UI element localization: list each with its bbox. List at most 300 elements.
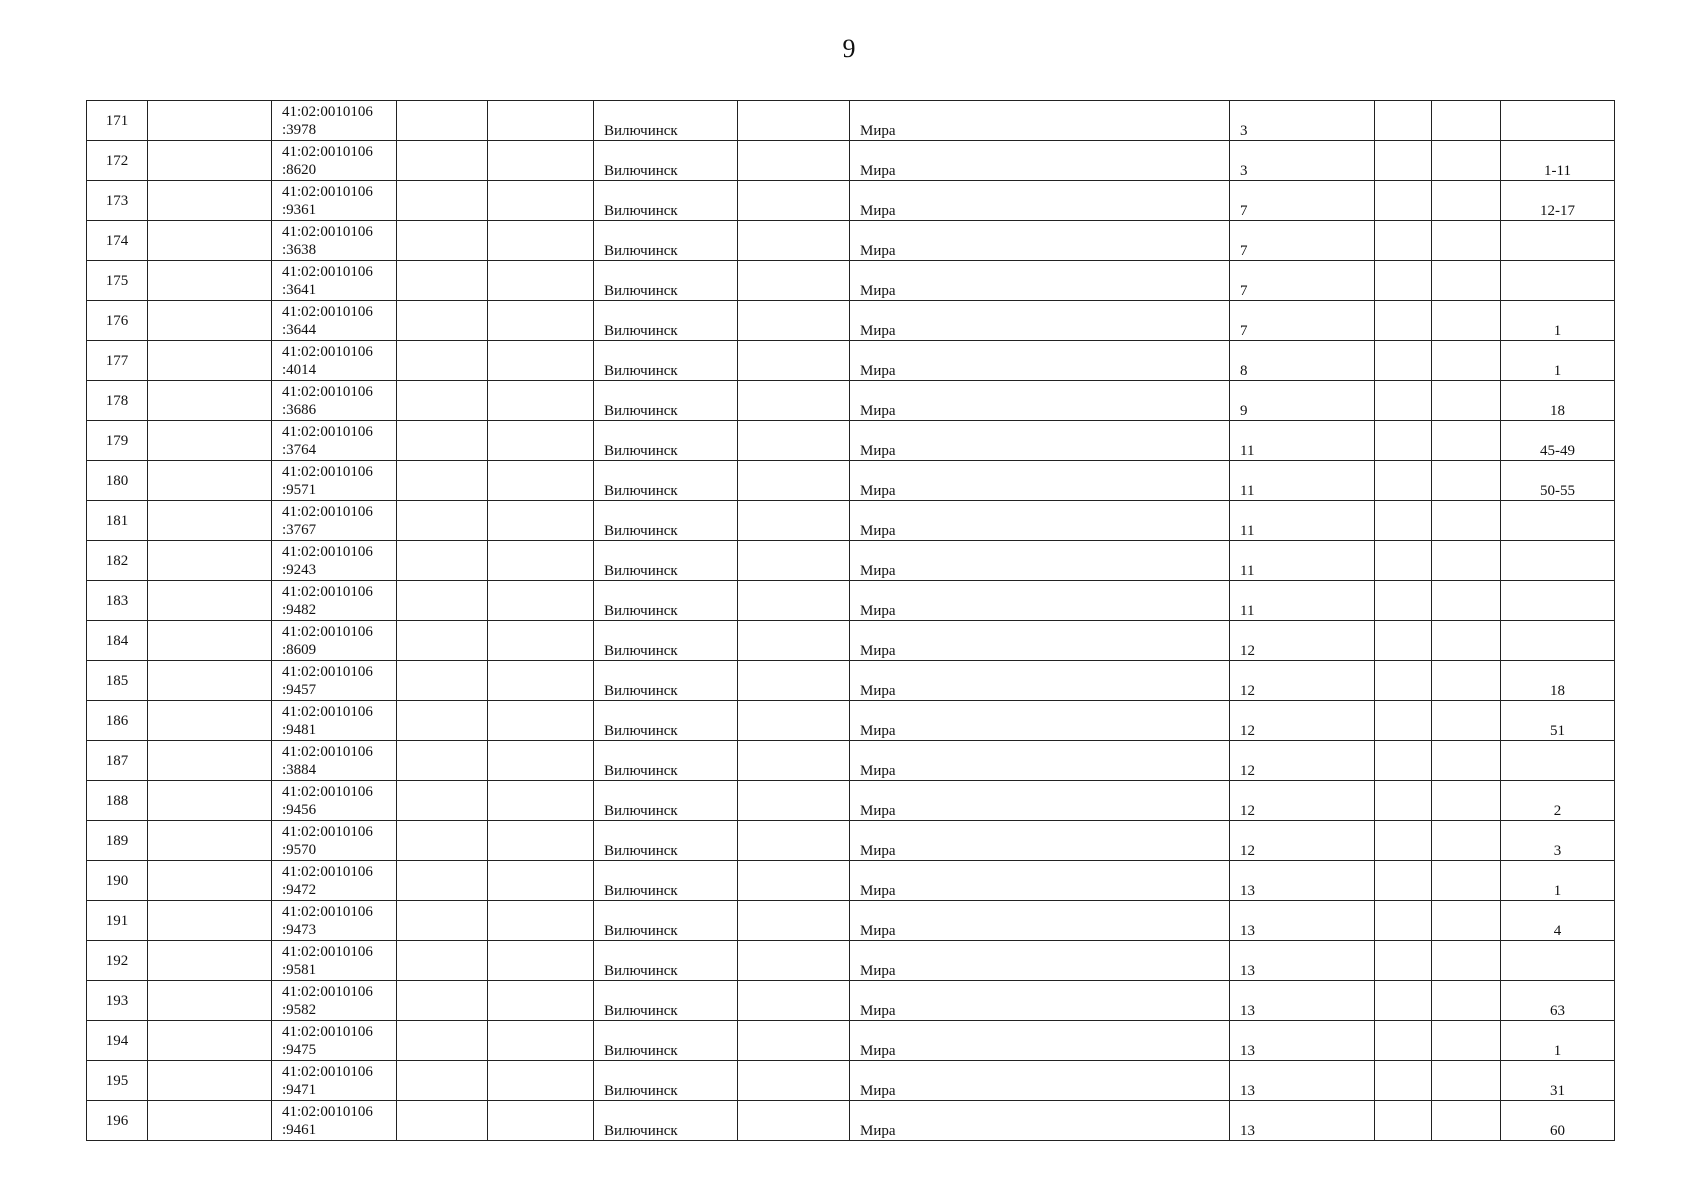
empty-cell bbox=[488, 421, 594, 461]
street-cell: Мира bbox=[850, 661, 1230, 701]
empty-cell bbox=[1375, 861, 1432, 901]
empty-cell bbox=[488, 301, 594, 341]
city-cell: Вилючинск bbox=[594, 221, 738, 261]
row-number-cell: 173 bbox=[87, 181, 148, 221]
cadastral-suffix: :9582 bbox=[282, 1002, 317, 1018]
row-number-cell: 177 bbox=[87, 341, 148, 381]
empty-cell bbox=[488, 781, 594, 821]
house-number-cell: 13 bbox=[1230, 981, 1375, 1021]
cadastral-number-cell bbox=[272, 741, 397, 781]
apartment-number-cell: 50-55 bbox=[1501, 461, 1615, 501]
empty-cell bbox=[738, 941, 850, 981]
empty-cell bbox=[1375, 901, 1432, 941]
cadastral-suffix: :8609 bbox=[282, 642, 317, 658]
empty-cell bbox=[488, 101, 594, 141]
cadastral-suffix: :9456 bbox=[282, 802, 317, 818]
row-number-cell: 184 bbox=[87, 621, 148, 661]
house-number-cell: 9 bbox=[1230, 381, 1375, 421]
cadastral-number-cell bbox=[272, 701, 397, 741]
street-cell: Мира bbox=[850, 981, 1230, 1021]
cadastral-suffix: :9571 bbox=[282, 482, 317, 498]
cadastral-prefix: 41:02:0010106 bbox=[282, 264, 373, 280]
house-number-cell: 11 bbox=[1230, 461, 1375, 501]
empty-cell bbox=[1375, 341, 1432, 381]
empty-cell bbox=[738, 901, 850, 941]
empty-cell bbox=[397, 621, 488, 661]
empty-cell bbox=[488, 341, 594, 381]
row-number-cell: 181 bbox=[87, 501, 148, 541]
row-number-cell: 195 bbox=[87, 1061, 148, 1101]
cadastral-prefix: 41:02:0010106 bbox=[282, 424, 373, 440]
row-number-cell: 178 bbox=[87, 381, 148, 421]
cadastral-suffix: :3644 bbox=[282, 322, 317, 338]
cadastral-prefix: 41:02:0010106 bbox=[282, 104, 373, 120]
empty-cell bbox=[148, 381, 272, 421]
apartment-number-cell: 1 bbox=[1501, 861, 1615, 901]
cadastral-prefix: 41:02:0010106 bbox=[282, 784, 373, 800]
empty-cell bbox=[738, 661, 850, 701]
empty-cell bbox=[148, 461, 272, 501]
empty-cell bbox=[1432, 501, 1501, 541]
city-cell: Вилючинск bbox=[594, 821, 738, 861]
empty-cell bbox=[1432, 901, 1501, 941]
table-row bbox=[87, 1061, 1615, 1101]
apartment-number-cell bbox=[1501, 101, 1615, 141]
empty-cell bbox=[1375, 421, 1432, 461]
table-row bbox=[87, 901, 1615, 941]
apartment-number-cell bbox=[1501, 221, 1615, 261]
empty-cell bbox=[738, 501, 850, 541]
empty-cell bbox=[1375, 461, 1432, 501]
city-cell: Вилючинск bbox=[594, 581, 738, 621]
cadastral-number-cell bbox=[272, 821, 397, 861]
apartment-number-cell: 45-49 bbox=[1501, 421, 1615, 461]
city-cell: Вилючинск bbox=[594, 1021, 738, 1061]
empty-cell bbox=[738, 181, 850, 221]
table-row bbox=[87, 781, 1615, 821]
empty-cell bbox=[397, 141, 488, 181]
empty-cell bbox=[397, 701, 488, 741]
empty-cell bbox=[1375, 301, 1432, 341]
row-number-cell: 194 bbox=[87, 1021, 148, 1061]
cadastral-prefix: 41:02:0010106 bbox=[282, 944, 373, 960]
empty-cell bbox=[397, 341, 488, 381]
table-row bbox=[87, 461, 1615, 501]
house-number-cell: 7 bbox=[1230, 261, 1375, 301]
cadastral-prefix: 41:02:0010106 bbox=[282, 464, 373, 480]
empty-cell bbox=[148, 221, 272, 261]
empty-cell bbox=[1375, 581, 1432, 621]
city-cell: Вилючинск bbox=[594, 701, 738, 741]
cadastral-number-cell bbox=[272, 941, 397, 981]
cadastral-suffix: :3686 bbox=[282, 402, 317, 418]
empty-cell bbox=[1375, 541, 1432, 581]
empty-cell bbox=[488, 141, 594, 181]
cadastral-prefix: 41:02:0010106 bbox=[282, 664, 373, 680]
street-cell: Мира bbox=[850, 541, 1230, 581]
apartment-number-cell bbox=[1501, 541, 1615, 581]
house-number-cell: 11 bbox=[1230, 541, 1375, 581]
empty-cell bbox=[738, 701, 850, 741]
cadastral-suffix: :9481 bbox=[282, 722, 317, 738]
city-cell: Вилючинск bbox=[594, 1101, 738, 1141]
empty-cell bbox=[1375, 621, 1432, 661]
empty-cell bbox=[397, 741, 488, 781]
empty-cell bbox=[1375, 381, 1432, 421]
empty-cell bbox=[488, 1021, 594, 1061]
cadastral-suffix: :9471 bbox=[282, 1082, 317, 1098]
table-row bbox=[87, 741, 1615, 781]
empty-cell bbox=[397, 261, 488, 301]
street-cell: Мира bbox=[850, 221, 1230, 261]
empty-cell bbox=[738, 1061, 850, 1101]
empty-cell bbox=[738, 1101, 850, 1141]
cadastral-number-cell bbox=[272, 341, 397, 381]
cadastral-suffix: :3641 bbox=[282, 282, 317, 298]
empty-cell bbox=[1375, 141, 1432, 181]
house-number-cell: 13 bbox=[1230, 941, 1375, 981]
street-cell: Мира bbox=[850, 1101, 1230, 1141]
empty-cell bbox=[397, 941, 488, 981]
house-number-cell: 12 bbox=[1230, 661, 1375, 701]
empty-cell bbox=[738, 141, 850, 181]
empty-cell bbox=[1375, 1061, 1432, 1101]
empty-cell bbox=[148, 101, 272, 141]
empty-cell bbox=[148, 661, 272, 701]
empty-cell bbox=[148, 261, 272, 301]
cadastral-prefix: 41:02:0010106 bbox=[282, 824, 373, 840]
table-row bbox=[87, 821, 1615, 861]
apartment-number-cell bbox=[1501, 941, 1615, 981]
cadastral-suffix: :3884 bbox=[282, 762, 317, 778]
row-number-cell: 187 bbox=[87, 741, 148, 781]
cadastral-suffix: :3767 bbox=[282, 522, 317, 538]
apartment-number-cell bbox=[1501, 261, 1615, 301]
city-cell: Вилючинск bbox=[594, 301, 738, 341]
empty-cell bbox=[1432, 461, 1501, 501]
cadastral-number-cell bbox=[272, 781, 397, 821]
empty-cell bbox=[1432, 741, 1501, 781]
empty-cell bbox=[1432, 541, 1501, 581]
empty-cell bbox=[488, 661, 594, 701]
cadastral-prefix: 41:02:0010106 bbox=[282, 384, 373, 400]
empty-cell bbox=[488, 181, 594, 221]
apartment-number-cell bbox=[1501, 741, 1615, 781]
empty-cell bbox=[1375, 1021, 1432, 1061]
empty-cell bbox=[1432, 821, 1501, 861]
empty-cell bbox=[148, 541, 272, 581]
empty-cell bbox=[1375, 501, 1432, 541]
empty-cell bbox=[148, 181, 272, 221]
row-number-cell: 191 bbox=[87, 901, 148, 941]
street-cell: Мира bbox=[850, 301, 1230, 341]
cadastral-prefix: 41:02:0010106 bbox=[282, 984, 373, 1000]
empty-cell bbox=[397, 781, 488, 821]
city-cell: Вилючинск bbox=[594, 621, 738, 661]
empty-cell bbox=[488, 1101, 594, 1141]
cadastral-suffix: :3978 bbox=[282, 122, 317, 138]
table-row bbox=[87, 541, 1615, 581]
empty-cell bbox=[738, 301, 850, 341]
row-number-cell: 175 bbox=[87, 261, 148, 301]
house-number-cell: 3 bbox=[1230, 101, 1375, 141]
row-number-cell: 171 bbox=[87, 101, 148, 141]
cadastral-suffix: :9581 bbox=[282, 962, 317, 978]
row-number-cell: 174 bbox=[87, 221, 148, 261]
empty-cell bbox=[148, 301, 272, 341]
cadastral-number-cell bbox=[272, 581, 397, 621]
empty-cell bbox=[148, 1101, 272, 1141]
table-row bbox=[87, 381, 1615, 421]
house-number-cell: 13 bbox=[1230, 1021, 1375, 1061]
empty-cell bbox=[397, 1101, 488, 1141]
empty-cell bbox=[397, 221, 488, 261]
cadastral-suffix: :3764 bbox=[282, 442, 317, 458]
empty-cell bbox=[148, 1061, 272, 1101]
row-number-cell: 190 bbox=[87, 861, 148, 901]
apartment-number-cell: 2 bbox=[1501, 781, 1615, 821]
empty-cell bbox=[1432, 101, 1501, 141]
street-cell: Мира bbox=[850, 341, 1230, 381]
empty-cell bbox=[738, 781, 850, 821]
cadastral-suffix: :8620 bbox=[282, 162, 317, 178]
street-cell: Мира bbox=[850, 501, 1230, 541]
table-row bbox=[87, 1101, 1615, 1141]
apartment-number-cell: 1-11 bbox=[1501, 141, 1615, 181]
empty-cell bbox=[397, 501, 488, 541]
empty-cell bbox=[488, 821, 594, 861]
empty-cell bbox=[1375, 181, 1432, 221]
city-cell: Вилючинск bbox=[594, 541, 738, 581]
empty-cell bbox=[148, 901, 272, 941]
empty-cell bbox=[488, 861, 594, 901]
empty-cell bbox=[1375, 701, 1432, 741]
empty-cell bbox=[738, 861, 850, 901]
empty-cell bbox=[738, 341, 850, 381]
empty-cell bbox=[148, 981, 272, 1021]
apartment-number-cell: 18 bbox=[1501, 661, 1615, 701]
street-cell: Мира bbox=[850, 861, 1230, 901]
table-row bbox=[87, 581, 1615, 621]
cadastral-number-cell bbox=[272, 541, 397, 581]
cadastral-number-cell bbox=[272, 861, 397, 901]
empty-cell bbox=[397, 1061, 488, 1101]
cadastral-prefix: 41:02:0010106 bbox=[282, 344, 373, 360]
city-cell: Вилючинск bbox=[594, 341, 738, 381]
cadastral-prefix: 41:02:0010106 bbox=[282, 504, 373, 520]
empty-cell bbox=[148, 141, 272, 181]
cadastral-prefix: 41:02:0010106 bbox=[282, 624, 373, 640]
empty-cell bbox=[488, 621, 594, 661]
empty-cell bbox=[397, 1021, 488, 1061]
empty-cell bbox=[488, 701, 594, 741]
cadastral-prefix: 41:02:0010106 bbox=[282, 744, 373, 760]
cadastral-suffix: :9570 bbox=[282, 842, 317, 858]
empty-cell bbox=[1375, 941, 1432, 981]
cadastral-prefix: 41:02:0010106 bbox=[282, 144, 373, 160]
empty-cell bbox=[738, 581, 850, 621]
cadastral-prefix: 41:02:0010106 bbox=[282, 544, 373, 560]
registry-table bbox=[86, 100, 1615, 1141]
apartment-number-cell: 60 bbox=[1501, 1101, 1615, 1141]
cadastral-prefix: 41:02:0010106 bbox=[282, 184, 373, 200]
empty-cell bbox=[1375, 821, 1432, 861]
empty-cell bbox=[1432, 1021, 1501, 1061]
empty-cell bbox=[148, 1021, 272, 1061]
city-cell: Вилючинск bbox=[594, 461, 738, 501]
apartment-number-cell: 1 bbox=[1501, 301, 1615, 341]
house-number-cell: 11 bbox=[1230, 501, 1375, 541]
table-row bbox=[87, 661, 1615, 701]
cadastral-number-cell bbox=[272, 981, 397, 1021]
registry-rows bbox=[87, 101, 1615, 1141]
empty-cell bbox=[148, 341, 272, 381]
cadastral-suffix: :9473 bbox=[282, 922, 317, 938]
empty-cell bbox=[488, 741, 594, 781]
empty-cell bbox=[1432, 221, 1501, 261]
house-number-cell: 12 bbox=[1230, 701, 1375, 741]
street-cell: Мира bbox=[850, 741, 1230, 781]
empty-cell bbox=[1432, 941, 1501, 981]
house-number-cell: 11 bbox=[1230, 581, 1375, 621]
apartment-number-cell bbox=[1501, 621, 1615, 661]
cadastral-number-cell bbox=[272, 1101, 397, 1141]
empty-cell bbox=[738, 741, 850, 781]
empty-cell bbox=[488, 381, 594, 421]
table-row bbox=[87, 861, 1615, 901]
city-cell: Вилючинск bbox=[594, 101, 738, 141]
cadastral-prefix: 41:02:0010106 bbox=[282, 1064, 373, 1080]
street-cell: Мира bbox=[850, 141, 1230, 181]
house-number-cell: 13 bbox=[1230, 1101, 1375, 1141]
house-number-cell: 7 bbox=[1230, 301, 1375, 341]
table-row bbox=[87, 701, 1615, 741]
cadastral-number-cell bbox=[272, 381, 397, 421]
empty-cell bbox=[488, 541, 594, 581]
empty-cell bbox=[148, 581, 272, 621]
house-number-cell: 12 bbox=[1230, 741, 1375, 781]
empty-cell bbox=[1432, 421, 1501, 461]
street-cell: Мира bbox=[850, 621, 1230, 661]
page-number: 9 bbox=[842, 34, 856, 63]
house-number-cell: 8 bbox=[1230, 341, 1375, 381]
house-number-cell: 13 bbox=[1230, 1061, 1375, 1101]
cadastral-number-cell bbox=[272, 1021, 397, 1061]
empty-cell bbox=[397, 181, 488, 221]
empty-cell bbox=[1432, 861, 1501, 901]
house-number-cell: 11 bbox=[1230, 421, 1375, 461]
apartment-number-cell: 3 bbox=[1501, 821, 1615, 861]
city-cell: Вилючинск bbox=[594, 261, 738, 301]
street-cell: Мира bbox=[850, 181, 1230, 221]
cadastral-suffix: :9457 bbox=[282, 682, 317, 698]
cadastral-number-cell bbox=[272, 421, 397, 461]
row-number-cell: 185 bbox=[87, 661, 148, 701]
empty-cell bbox=[1432, 381, 1501, 421]
empty-cell bbox=[397, 101, 488, 141]
empty-cell bbox=[1432, 781, 1501, 821]
street-cell: Мира bbox=[850, 821, 1230, 861]
table-row bbox=[87, 1021, 1615, 1061]
city-cell: Вилючинск bbox=[594, 861, 738, 901]
empty-cell bbox=[397, 821, 488, 861]
empty-cell bbox=[738, 541, 850, 581]
cadastral-prefix: 41:02:0010106 bbox=[282, 304, 373, 320]
city-cell: Вилючинск bbox=[594, 941, 738, 981]
empty-cell bbox=[1432, 341, 1501, 381]
row-number-cell: 188 bbox=[87, 781, 148, 821]
street-cell: Мира bbox=[850, 461, 1230, 501]
table-row bbox=[87, 301, 1615, 341]
empty-cell bbox=[397, 861, 488, 901]
city-cell: Вилючинск bbox=[594, 661, 738, 701]
cadastral-suffix: :9475 bbox=[282, 1042, 317, 1058]
cadastral-prefix: 41:02:0010106 bbox=[282, 1104, 373, 1120]
apartment-number-cell: 1 bbox=[1501, 1021, 1615, 1061]
empty-cell bbox=[738, 821, 850, 861]
apartment-number-cell: 4 bbox=[1501, 901, 1615, 941]
cadastral-number-cell bbox=[272, 661, 397, 701]
cadastral-suffix: :3638 bbox=[282, 242, 317, 258]
empty-cell bbox=[1375, 101, 1432, 141]
house-number-cell: 13 bbox=[1230, 861, 1375, 901]
empty-cell bbox=[738, 461, 850, 501]
empty-cell bbox=[148, 781, 272, 821]
empty-cell bbox=[738, 381, 850, 421]
empty-cell bbox=[397, 901, 488, 941]
cadastral-prefix: 41:02:0010106 bbox=[282, 584, 373, 600]
empty-cell bbox=[1432, 141, 1501, 181]
empty-cell bbox=[1432, 1061, 1501, 1101]
empty-cell bbox=[488, 1061, 594, 1101]
street-cell: Мира bbox=[850, 1021, 1230, 1061]
table-row bbox=[87, 501, 1615, 541]
cadastral-number-cell bbox=[272, 461, 397, 501]
row-number-cell: 193 bbox=[87, 981, 148, 1021]
empty-cell bbox=[1375, 1101, 1432, 1141]
empty-cell bbox=[488, 221, 594, 261]
table-row bbox=[87, 141, 1615, 181]
empty-cell bbox=[1375, 261, 1432, 301]
empty-cell bbox=[738, 621, 850, 661]
empty-cell bbox=[1432, 621, 1501, 661]
cadastral-number-cell bbox=[272, 301, 397, 341]
cadastral-number-cell bbox=[272, 101, 397, 141]
empty-cell bbox=[1375, 781, 1432, 821]
house-number-cell: 7 bbox=[1230, 181, 1375, 221]
cadastral-suffix: :9482 bbox=[282, 602, 317, 618]
row-number-cell: 183 bbox=[87, 581, 148, 621]
empty-cell bbox=[397, 541, 488, 581]
house-number-cell: 12 bbox=[1230, 781, 1375, 821]
city-cell: Вилючинск bbox=[594, 781, 738, 821]
empty-cell bbox=[488, 941, 594, 981]
empty-cell bbox=[397, 461, 488, 501]
apartment-number-cell bbox=[1501, 501, 1615, 541]
cadastral-number-cell bbox=[272, 261, 397, 301]
empty-cell bbox=[397, 421, 488, 461]
empty-cell bbox=[1432, 181, 1501, 221]
cadastral-prefix: 41:02:0010106 bbox=[282, 224, 373, 240]
street-cell: Мира bbox=[850, 101, 1230, 141]
empty-cell bbox=[488, 461, 594, 501]
empty-cell bbox=[397, 581, 488, 621]
table-row bbox=[87, 221, 1615, 261]
cadastral-suffix: :9461 bbox=[282, 1122, 317, 1138]
apartment-number-cell: 51 bbox=[1501, 701, 1615, 741]
street-cell: Мира bbox=[850, 781, 1230, 821]
empty-cell bbox=[738, 261, 850, 301]
